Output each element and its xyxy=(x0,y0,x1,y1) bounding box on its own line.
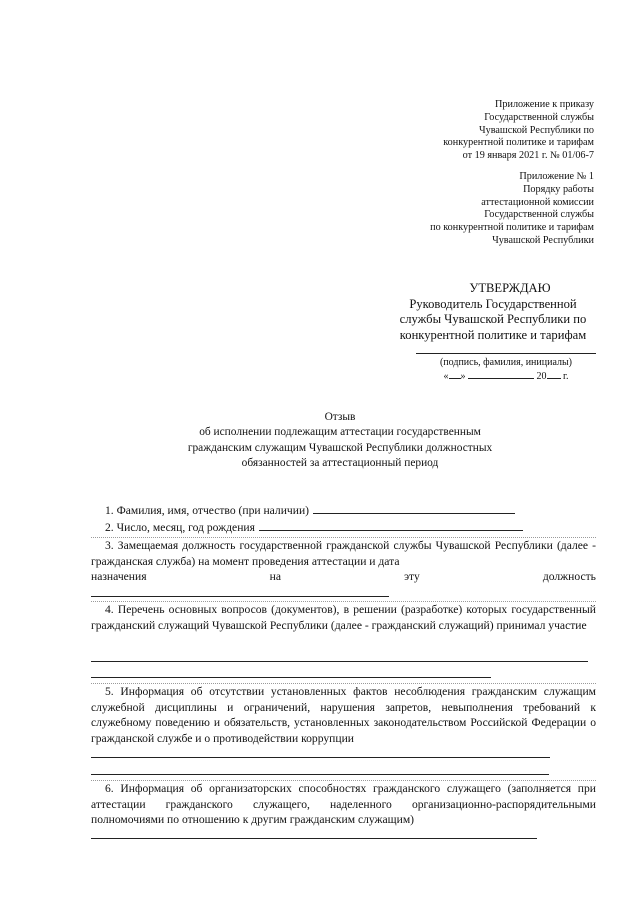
document-title xyxy=(150,410,530,472)
signature-hint: (подпись, фамилия, инициалы) xyxy=(439,357,573,369)
organizational-answer-line[interactable] xyxy=(91,838,537,839)
header-line: по конкурентной политике и тарифам xyxy=(430,222,594,234)
header-appendix-order xyxy=(443,99,594,163)
item-tasks xyxy=(91,602,596,633)
header-appendix-procedure xyxy=(430,171,594,248)
tasks-answer-line[interactable] xyxy=(91,677,491,678)
header-line: Государственной службы xyxy=(484,111,594,123)
tail-word: на xyxy=(269,570,281,583)
item-position-tail xyxy=(91,569,596,585)
birth-date-field[interactable] xyxy=(259,519,523,531)
date-year-suffix: г. xyxy=(563,371,569,383)
header-line: Государственной службы xyxy=(484,209,594,221)
date-day-blank[interactable] xyxy=(449,369,461,379)
item-label: 6. Информация об организаторских способностях гражданского служащего (заполняется при аттестации гражданского служащего, наделенного организационно-распорядительными полномочиями по отношению к другим гражданским служащим) xyxy=(91,782,596,827)
date-close-quote: » xyxy=(460,371,466,383)
full-name-field[interactable] xyxy=(313,502,515,514)
tail-word: должность xyxy=(542,570,596,583)
title-line: об исполнении подлежащим аттестации государственным xyxy=(199,426,481,439)
tasks-answer-line[interactable] xyxy=(91,661,588,662)
tail-word: эту xyxy=(404,570,420,583)
item-organizational-skills xyxy=(91,781,596,828)
header-line: аттестационной комиссии xyxy=(481,196,594,208)
item-label: 4. Перечень основных вопросов (документов), в решении (разработке) которых государственный гражданский служащий Чувашской Республики (далее - гражданский служащий) принимал участие xyxy=(91,603,596,632)
header-line: Приложение № 1 xyxy=(519,171,594,182)
approval-line: службы Чувашской Республики по xyxy=(399,312,587,327)
item-position xyxy=(91,538,596,569)
date-open-quote: « xyxy=(443,371,449,383)
item-birth-date xyxy=(91,519,596,536)
approval-title: УТВЕРЖДАЮ xyxy=(469,281,551,295)
item-label: 3. Замещаемая должность государственной гражданской службы Чувашской Республики (далее - гражданская служба) на момент проведения аттестации и дата xyxy=(91,539,596,568)
title-heading: Отзыв xyxy=(324,411,356,423)
title-line: гражданским служащим Чувашской Республики должностных xyxy=(187,441,493,454)
date-year-prefix: 20 xyxy=(536,371,547,383)
item-compliance xyxy=(91,684,596,746)
header-line: конкурентной политике и тарифам xyxy=(443,137,594,149)
header-line: Приложение к приказу xyxy=(495,99,594,110)
compliance-answer-line[interactable] xyxy=(91,774,549,775)
header-line: Порядку работы xyxy=(523,183,594,195)
header-line: Чувашской Республики xyxy=(492,234,594,246)
approval-date xyxy=(390,369,596,383)
approval-block xyxy=(390,281,596,383)
header-line: Чувашской Республики по xyxy=(478,124,594,136)
item-full-name xyxy=(91,502,596,519)
approval-line: конкурентной политике и тарифам xyxy=(399,327,587,342)
title-line: обязанностей за аттестационный период xyxy=(241,457,439,470)
compliance-answer-line[interactable] xyxy=(91,757,550,758)
item-label: 5. Информация об отсутствии установленных фактов несоблюдения гражданским служащим служебной дисциплины и ограничений, нарушения запретов, невыполнения требований к служебному поведению и обязательств, установленных законодательством Российской Федерации о гражданской службе и о противодействии коррупции xyxy=(91,685,596,745)
date-month-blank[interactable] xyxy=(468,369,534,379)
header-line: от 19 января 2021 г. № 01/06-7 xyxy=(462,150,594,162)
date-year-blank[interactable] xyxy=(547,369,561,379)
tail-word: назначения xyxy=(91,570,147,583)
approval-line: Руководитель Государственной xyxy=(409,296,577,311)
signature-line[interactable] xyxy=(416,353,596,354)
position-answer-line[interactable] xyxy=(91,596,389,597)
item-label: 1. Фамилия, имя, отчество (при наличии) xyxy=(105,504,310,517)
item-label: 2. Число, месяц, год рождения xyxy=(105,521,255,534)
